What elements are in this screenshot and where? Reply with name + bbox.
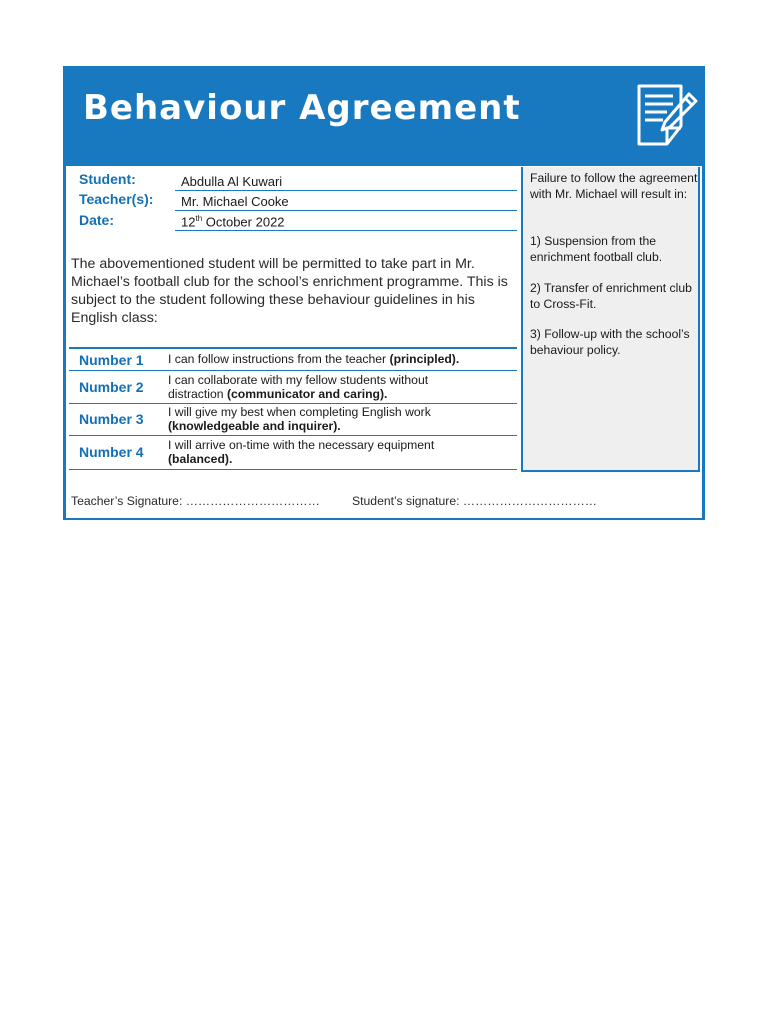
rule-divider xyxy=(69,370,517,371)
header-banner xyxy=(63,66,705,166)
student-rule xyxy=(175,190,517,191)
date-month-year: October 2022 xyxy=(202,214,285,230)
rule-text xyxy=(168,405,508,433)
date-suffix: th xyxy=(195,214,203,223)
rule-number: Number 4 xyxy=(79,444,144,460)
date-rule xyxy=(175,230,517,231)
rule-text xyxy=(168,438,508,466)
rule-value: (knowledgeable and inquirer). xyxy=(168,419,341,433)
bottom-border xyxy=(63,518,705,520)
intro-paragraph: The abovementioned student will be permitted to take part in Mr. Michael’s football club for the school’s enrichment programme. This is subject to the student following these behaviour guidelines in his English class: xyxy=(71,256,508,326)
date-value xyxy=(181,214,285,229)
teacher-label: Teacher(s): xyxy=(79,191,154,207)
student-signature: Student’s signature: …………………………… xyxy=(352,494,597,508)
rule-text xyxy=(168,373,508,401)
rule-number: Number 1 xyxy=(79,352,144,368)
sidebar-item: 3) Follow-up with the school’s behaviour policy. xyxy=(530,327,690,357)
consequences-sidebar xyxy=(521,167,700,472)
rule-value: (balanced). xyxy=(168,452,233,466)
rule-number: Number 2 xyxy=(79,379,144,395)
behaviour-agreement-document xyxy=(63,66,705,520)
rule-text-line: I can follow instructions from the teacher xyxy=(168,352,390,366)
document-pen-icon xyxy=(633,82,699,152)
sidebar-intro: Failure to follow the agreement with Mr. Michael will result in: xyxy=(530,171,698,201)
student-value: Abdulla Al Kuwari xyxy=(181,174,283,189)
teacher-signature: Teacher’s Signature: …………………………… xyxy=(71,494,320,508)
rule-text-line: I will give my best when completing English work xyxy=(168,405,431,419)
date-day: 12 xyxy=(181,214,196,230)
rule-divider xyxy=(69,469,517,470)
rule-value: (principled). xyxy=(389,352,460,366)
rule-text xyxy=(168,352,508,366)
date-label: Date: xyxy=(79,212,115,228)
teacher-rule xyxy=(175,210,517,211)
rule-divider xyxy=(69,403,517,404)
sidebar-item: 2) Transfer of enrichment club to Cross-Fit. xyxy=(530,281,692,311)
page-title: Behaviour Agreement xyxy=(83,88,521,128)
right-border xyxy=(702,166,705,520)
student-label: Student: xyxy=(79,171,136,187)
rule-text-line: distraction xyxy=(168,387,227,401)
rules-top-rule xyxy=(69,347,517,349)
rule-text-line: I can collaborate with my fellow students without xyxy=(168,373,429,387)
rule-value: (communicator and caring). xyxy=(226,387,388,401)
sidebar-item: 1) Suspension from the enrichment football club. xyxy=(530,234,663,264)
rule-divider xyxy=(69,435,517,436)
rule-text-line: I will arrive on-time with the necessary equipment xyxy=(168,438,435,452)
teacher-value: Mr. Michael Cooke xyxy=(181,194,289,209)
rule-number: Number 3 xyxy=(79,411,144,427)
left-border xyxy=(63,166,66,520)
